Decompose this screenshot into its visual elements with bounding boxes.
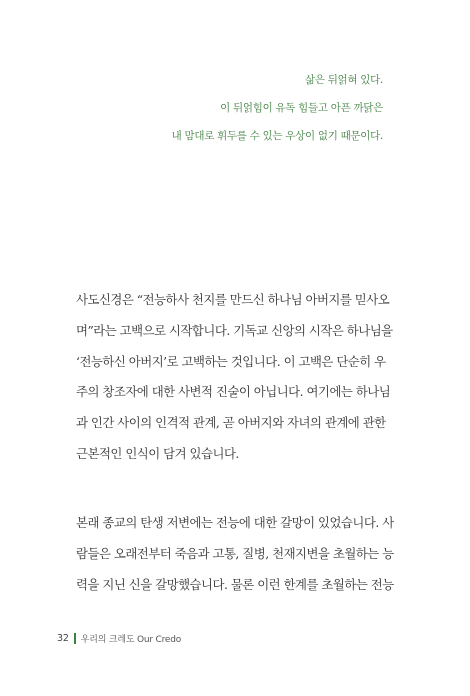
footer-divider-bar [74, 633, 76, 644]
running-title: 우리의 크레도 Our Credo [80, 634, 182, 645]
page-footer [57, 631, 181, 645]
paragraph-line: 주의 창조자에 대한 사변적 진술이 아닙니다. 여기에는 하나님 [76, 384, 391, 400]
paragraph-line: 본래 종교의 탄생 저변에는 전능에 대한 갈망이 있었습니다. 사 [76, 515, 394, 530]
epigraph-line: 이 뒤얽힘이 유독 힘들고 아픈 까닭은 [220, 102, 383, 114]
paragraph-line: 사도신경은 “전능하사 천지를 만드신 하나님 아버지를 믿사오 [76, 292, 390, 307]
page-number: 32 [57, 632, 69, 644]
paragraph-line: 며”라는 고백으로 시작합니다. 기독교 신앙의 시작은 하나님을 [76, 322, 393, 338]
epigraph [172, 66, 383, 150]
paragraph-line: 람들은 오래전부터 죽음과 고통, 질병, 천재지변을 초월하는 능 [76, 545, 394, 561]
paragraph-line: ‘전능하신 아버지’로 고백하는 것입니다. 이 고백은 단순히 우 [76, 353, 386, 369]
body-paragraph-2 [76, 508, 394, 600]
body-paragraph-1 [76, 285, 394, 470]
epigraph-line: 내 맘대로 휘두를 수 있는 우상이 없기 때문이다. [171, 130, 383, 142]
epigraph-line: 삶은 뒤얽혀 있다. [304, 74, 383, 86]
paragraph-line: 과 인간 사이의 인격적 관계, 곧 아버지와 자녀의 관계에 관한 [76, 415, 386, 431]
paragraph-line: 근본적인 인식이 담겨 있습니다. [76, 445, 239, 461]
paragraph-line: 력을 지닌 신을 갈망했습니다. 물론 이런 한계를 초월하는 전능 [76, 576, 394, 592]
